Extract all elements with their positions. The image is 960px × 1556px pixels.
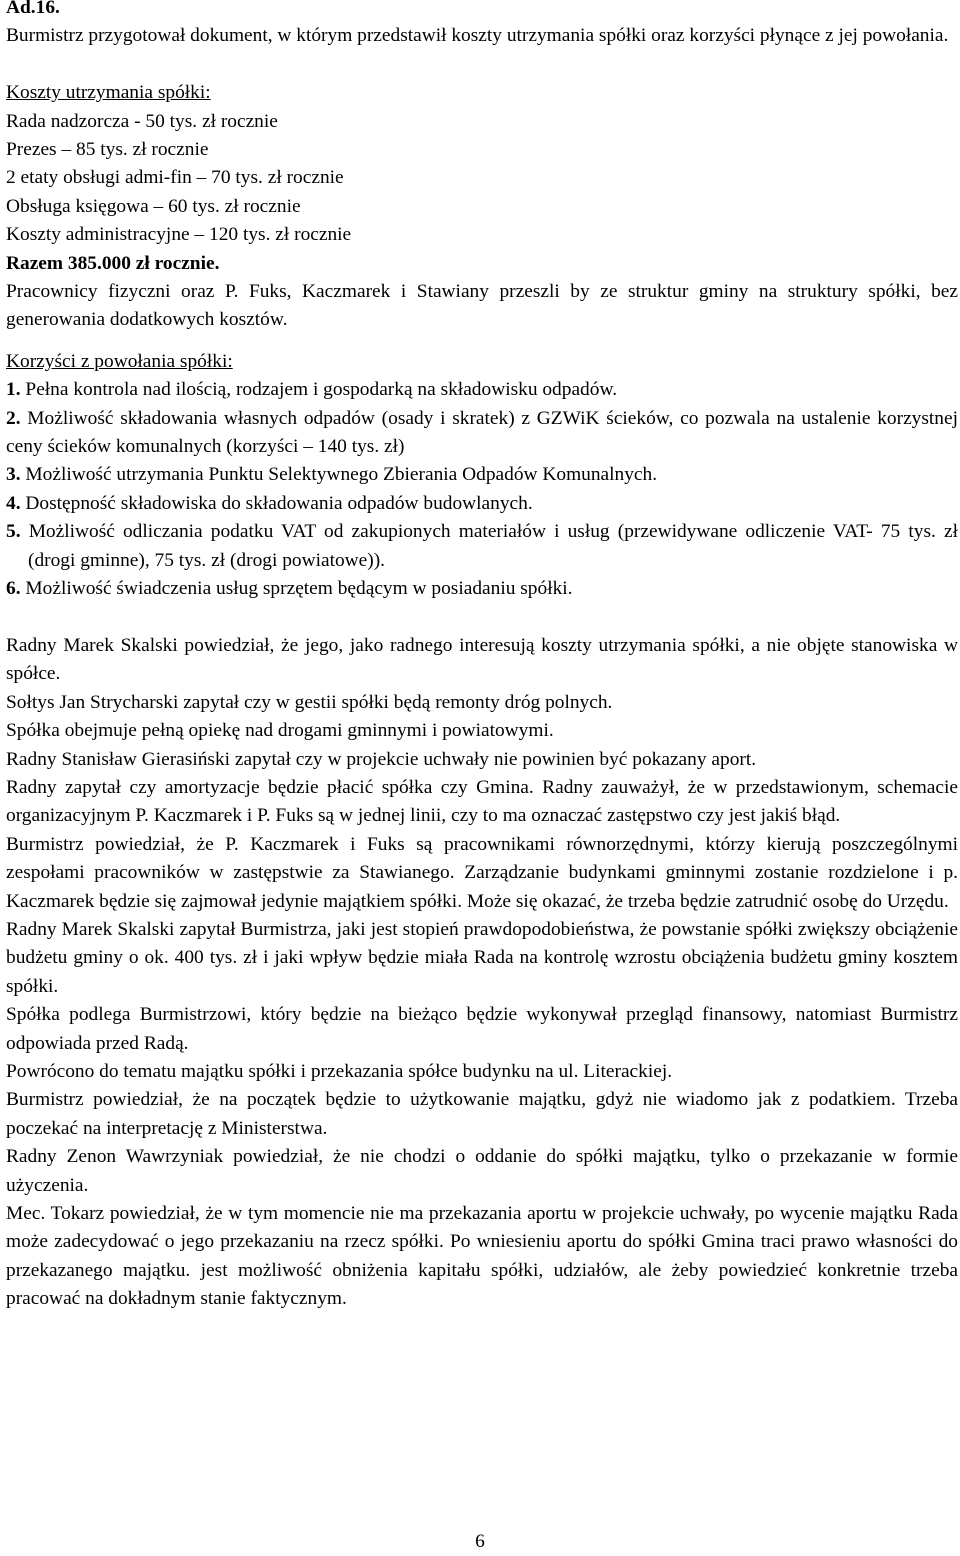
discussion-section xyxy=(6,632,958,1314)
benefit-item xyxy=(6,490,958,518)
spacer xyxy=(6,335,958,348)
document-page xyxy=(6,0,958,1314)
cost-item: Obsługa księgowa – 60 tys. zł rocznie xyxy=(6,195,301,217)
discussion-paragraph: Burmistrz powiedział, że P. Kaczmarek i Fuks są pracownikami równorzędnymi, którzy kierują poszczególnymi zespołami pracowników w zastępstwie za Stawianego. Zarządzanie budynkami gminnymi zostanie rozdzielone i p. Kaczmarek będzie się zajmował jedynie majątkiem spółki. Może się okazać, że trzeba będzie zatrudnić osobę do Urzędu. xyxy=(6,833,958,912)
discussion-paragraph: Radny Marek Skalski zapytał Burmistrza, jaki jest stopień prawdopodobieństwa, że powstanie spółki zwiększy obciążenie budżetu gminy o ok. 400 tys. zł i jaki wpływ będzie miała Rada na kontrolę wzrostu obciążenia budżetu gminy kosztem spółki. xyxy=(6,918,958,997)
discussion-paragraph: Powrócono do tematu majątku spółki i przekazania spółce budynku na ul. Literackiej. xyxy=(6,1061,673,1082)
benefit-item xyxy=(6,575,958,603)
discussion-paragraph: Spółka podlega Burmistrzowi, który będzie na bieżąco będzie wykonywał przegląd finansowy, natomiast Burmistrz odpowiada przed Radą. xyxy=(6,1004,958,1054)
section-heading: Ad.16. xyxy=(6,0,60,18)
cost-item: Koszty administracyjne – 120 tys. zł rocznie xyxy=(6,224,352,246)
benefit-item xyxy=(6,376,958,404)
benefit-text: Możliwość utrzymania Punktu Selektywnego Zbierania Odpadów Komunalnych. xyxy=(25,464,658,486)
discussion-paragraph: Spółka obejmuje pełną opiekę nad drogami gminnymi i powiatowymi. xyxy=(6,720,554,742)
benefit-text: Pełna kontrola nad ilością, rodzajem i gospodarką na składowisku odpadów. xyxy=(25,379,618,401)
discussion-paragraph: Radny Marek Skalski powiedział, że jego, jako radnego interesują koszty utrzymania spółki, a nie objęte stanowiska w spółce. xyxy=(6,634,958,685)
benefit-item xyxy=(6,518,958,575)
discussion-paragraph: Radny Stanisław Gierasiński zapytał czy w projekcie uchwały nie powinien być pokazany aport. xyxy=(6,748,757,770)
costs-title: Koszty utrzymania spółki: xyxy=(6,82,211,104)
benefit-text: Dostępność składowiska do składowania odpadów budowlanych. xyxy=(25,492,533,514)
benefit-number: 1. xyxy=(6,379,21,401)
benefit-number: 5. xyxy=(6,521,21,543)
benefit-item xyxy=(6,461,958,489)
cost-item: 2 etaty obsługi admi-fin – 70 tys. zł rocznie xyxy=(6,167,344,189)
discussion-paragraph: Radny zapytał czy amortyzacje będzie płacić spółka czy Gmina. Radny zauważył, że w przedstawionym, schemacie organizacyjnym P. Kaczmarek i P. Fuks są w jednej linii, czy to ma oznaczać zastępstwo czy jest jakiś błąd. xyxy=(6,776,958,827)
discussion-paragraph: Burmistrz powiedział, że na początek będzie to użytkowanie majątku, gdyż nie wiadomo jak z podatkiem. Trzeba poczekać na interpretację z Ministerstwa. xyxy=(6,1089,958,1139)
benefit-number: 4. xyxy=(6,492,21,514)
spacer xyxy=(6,51,958,79)
costs-total: Razem 385.000 zł rocznie. xyxy=(6,252,220,274)
benefit-text: Możliwość odliczania podatku VAT od zakupionych materiałów i usług (przewidywane odliczenie VAT- 75 tys. zł (drogi gminne), 75 tys. zł (drogi powiatowe)). xyxy=(28,521,958,571)
page-number: 6 xyxy=(475,1531,485,1552)
discussion-paragraph: Mec. Tokarz powiedział, że w tym momencie nie ma przekazania aportu w projekcie uchwały, po wycenie majątku Rada może zadecydować o jego przekazaniu na rzecz spółki. Po wniesieniu aportu do spółki Gmina traci prawo własności do przekazanego majątku. jest możliwość obniżenia kapitału spółki, udziałów, ale żeby powiedzieć konkretnie trzeba pracować na dokładnym stanie faktycznym. xyxy=(6,1203,958,1310)
cost-item: Rada nadzorcza - 50 tys. zł rocznie xyxy=(6,110,278,132)
spacer xyxy=(6,604,958,632)
benefit-text: Możliwość świadczenia usług sprzętem będącym w posiadaniu spółki. xyxy=(25,578,573,600)
discussion-paragraph: Radny Zenon Wawrzyniak powiedział, że nie chodzi o oddanie do spółki majątku, tylko o przekazanie w formie użyczenia. xyxy=(6,1146,958,1196)
benefits-title: Korzyści z powołania spółki: xyxy=(6,350,233,372)
discussion-paragraph: Sołtys Jan Strycharski zapytał czy w gestii spółki będą remonty dróg polnych. xyxy=(6,691,613,713)
costs-note: Pracownicy fizyczni oraz P. Fuks, Kaczmarek i Stawiany przeszli by ze struktur gminy na struktury spółki, bez generowania dodatkowych kosztów. xyxy=(6,281,958,331)
benefit-number: 6. xyxy=(6,578,21,600)
benefit-number: 3. xyxy=(6,464,21,486)
benefit-text: Możliwość składowania własnych odpadów (osady i skratek) z GZWiK ścieków, co pozwala na ustalenie korzystnej ceny ścieków komunalnych (korzyści – 140 tys. zł) xyxy=(6,407,958,458)
benefit-number: 2. xyxy=(6,407,21,429)
benefit-item xyxy=(6,405,958,462)
costs-section xyxy=(6,79,958,335)
benefits-section xyxy=(6,348,958,604)
cost-item: Prezes – 85 tys. zł rocznie xyxy=(6,139,209,161)
intro-paragraph: Burmistrz przygotował dokument, w którym przedstawił koszty utrzymania spółki oraz korzyści płynące z jej powołania. xyxy=(6,25,949,47)
